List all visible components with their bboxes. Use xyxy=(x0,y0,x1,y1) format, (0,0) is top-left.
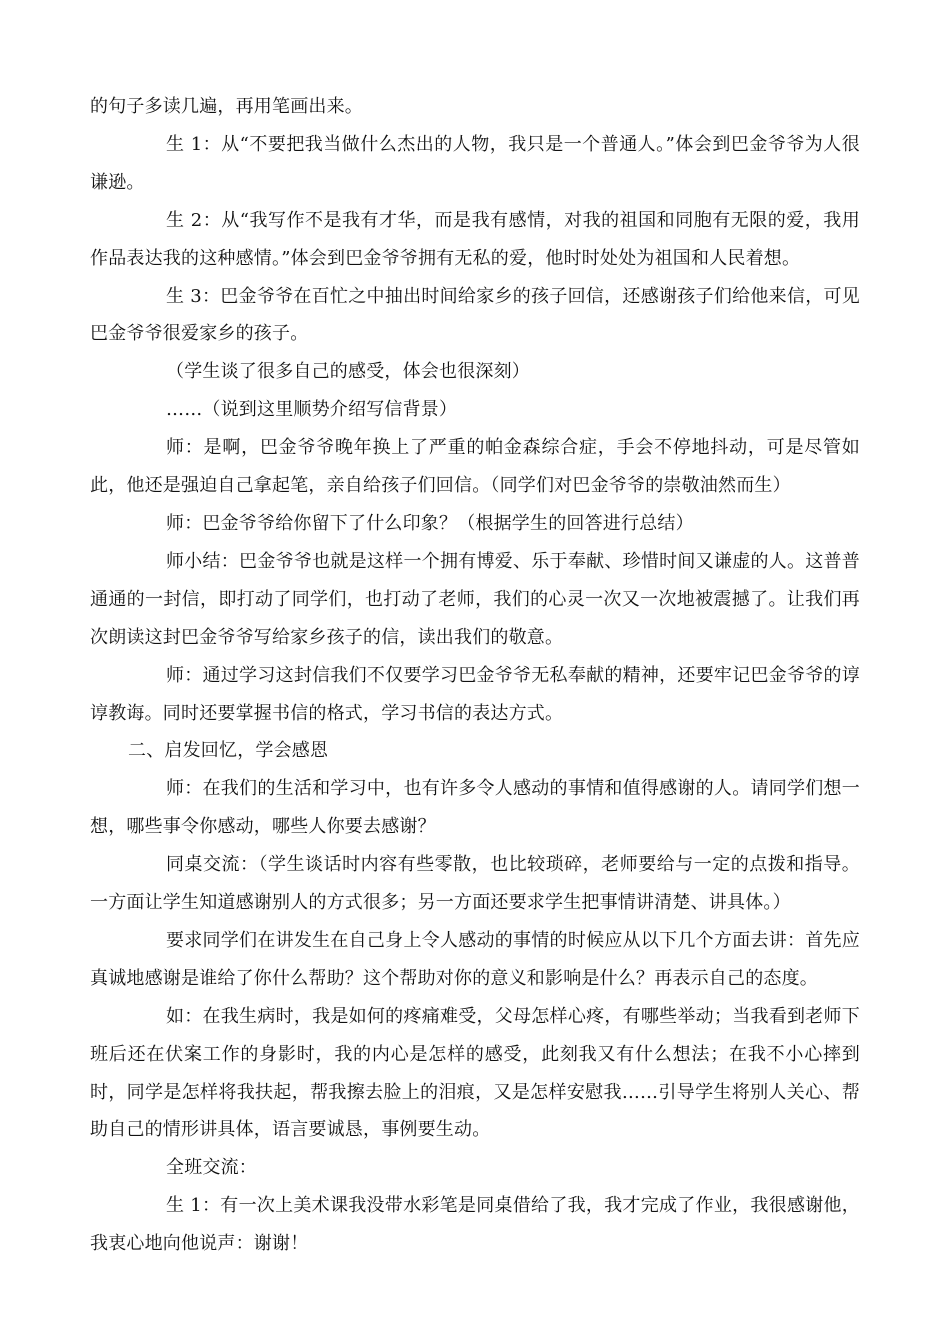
paragraph-student-3: 生 3：巴金爷爷在百忙之中抽出时间给家乡的孩子回信，还感谢孩子们给他来信，可见巴金爷爷很爱家乡的孩子。 xyxy=(90,285,860,345)
paragraph-requirements: 要求同学们在讲发生在自己身上令人感动的事情的时候应从以下几个方面去讲：首先应真诚地感谢是谁给了你什么帮助？这个帮助对你的意义和影响是什么？再表示自己的态度。 xyxy=(90,929,860,989)
paragraph-teacher-2: 师：通过学习这封信我们不仅要学习巴金爷爷无私奉献的精神，还要牢记巴金爷爷的谆谆教诲。同时还要掌握书信的格式，学习书信的表达方式。 xyxy=(90,664,860,724)
paragraph-class-exchange: 全班交流： xyxy=(166,1157,257,1179)
document-body xyxy=(90,88,860,1263)
paragraph-teacher-question: 师：巴金爷爷给你留下了什么印象？（根据学生的回答进行总结） xyxy=(166,512,694,534)
paragraph-note: （学生谈了很多自己的感受，体会也很深刻） xyxy=(166,361,530,383)
paragraph-student-1: 生 1：从“不要把我当做什么杰出的人物，我只是一个普通人。”体会到巴金爷爷为人很谦逊。 xyxy=(90,133,860,193)
paragraph-teacher-3: 师：在我们的生活和学习中，也有许多令人感动的事情和值得感谢的人。请同学们想一想，哪些事令你感动，哪些人你要去感谢？ xyxy=(90,778,860,838)
paragraph-student-4: 生 1：有一次上美术课我没带水彩笔是同桌借给了我，我才完成了作业，我很感谢他，我衷心地向他说声：谢谢！ xyxy=(90,1195,860,1255)
paragraph-deskmate-exchange: 同桌交流：（学生谈话时内容有些零散，也比较琐碎，老师要给与一定的点拨和指导。一方面让学生知道感谢别人的方式很多；另一方面还要求学生把事情讲清楚、讲具体。） xyxy=(90,854,860,914)
paragraph-teacher-summary: 师小结：巴金爷爷也就是这样一个拥有博爱、乐于奉献、珍惜时间又谦虚的人。这普普通通的一封信，即打动了同学们，也打动了老师，我们的心灵一次又一次地被震撼了。让我们再次朗读这封巴金爷爷写给家乡孩子的信，读出我们的敬意。 xyxy=(90,550,860,648)
paragraph-examples: 如：在我生病时，我是如何的疼痛难受，父母怎样心疼，有哪些举动；当我看到老师下班后还在伏案工作的身影时，我的内心是怎样的感受，此刻我又有什么想法；在我不小心摔到时，同学是怎样将我扶起，帮我擦去脸上的泪痕，又是怎样安慰我……引导学生将别人关心、帮助自己的情形讲具体，语言要诚恳，事例要生动。 xyxy=(90,1005,860,1141)
paragraph-continuation: 的句子多读几遍，再用笔画出来。 xyxy=(90,96,363,117)
paragraph-teacher-1: 师：是啊，巴金爷爷晚年换上了严重的帕金森综合症，手会不停地抖动，可是尽管如此，他还是强迫自己拿起笔，亲自给孩子们回信。（同学们对巴金爷爷的崇敬油然而生） xyxy=(90,437,860,497)
paragraph-student-2: 生 2：从“我写作不是我有才华，而是我有感情，对我的祖国和同胞有无限的爱，我用作品表达我的这种感情。”体会到巴金爷爷拥有无私的爱，他时时处处为祖国和人民着想。 xyxy=(90,209,860,269)
paragraph-ellipsis-note: ……（说到这里顺势介绍写信背景） xyxy=(166,399,458,421)
section-heading: 二、启发回忆，学会感恩 xyxy=(128,740,329,762)
